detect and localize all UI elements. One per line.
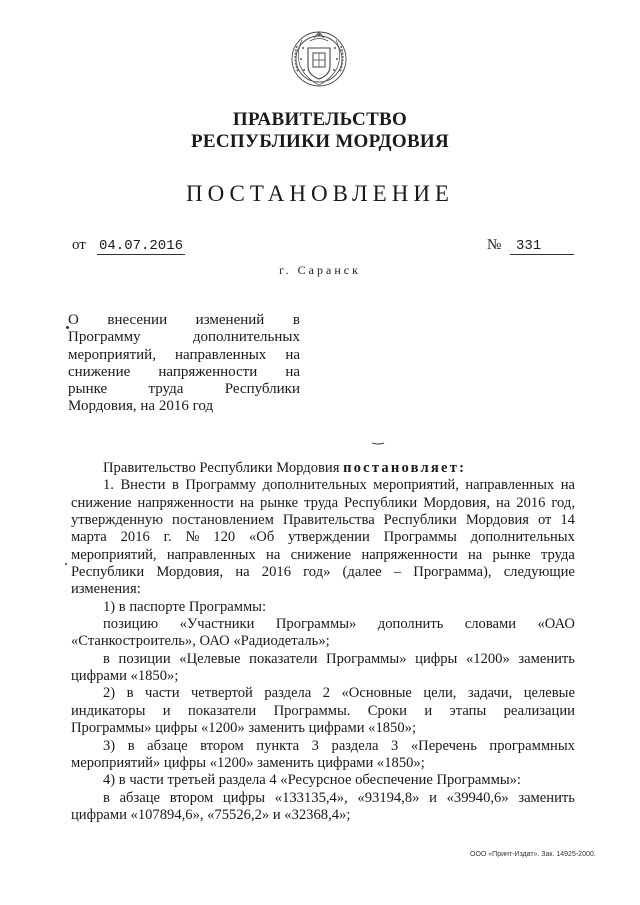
body-word: заменить [518, 650, 575, 667]
body-word: год, [551, 494, 575, 511]
body-word: и [424, 702, 433, 719]
body-word: четвертой [190, 685, 253, 702]
document-number: 331 [510, 238, 574, 255]
body-word: Мордовия, [423, 494, 491, 511]
document-date: 04.07.2016 [99, 238, 184, 254]
body-word: целевые [523, 685, 575, 702]
body-word: марта [71, 529, 107, 546]
body-word: абзаце [119, 789, 161, 806]
body-word: на [496, 494, 511, 511]
body-word: г. [163, 529, 172, 546]
body-word: пункта [256, 737, 300, 754]
subject-word: Мордовия, на 2016 год [68, 398, 214, 415]
body-word: труда [540, 546, 575, 563]
body-word: Республики [383, 512, 457, 529]
body-word: № [185, 529, 200, 546]
subject-line [68, 381, 300, 398]
subject-line [68, 329, 300, 346]
city-name: г. Саранск [279, 263, 361, 277]
subject-word: на [285, 363, 300, 380]
subject-word: О [68, 312, 79, 328]
body-word: Мордовия, [156, 564, 224, 581]
body-line [71, 720, 575, 737]
body-word: утвержденную [71, 512, 164, 529]
body-word: (далее [342, 564, 382, 581]
body-word: 3 [311, 737, 319, 754]
subject-word: напряженности [158, 363, 258, 380]
date-label: от [72, 237, 86, 253]
subject-line [68, 398, 300, 415]
body-preamble [71, 460, 575, 477]
body-word: и [429, 789, 437, 806]
body-word: «ОАО [537, 616, 575, 633]
body-line-text: Программы» цифры «1200» заменить цифрами «1850»; [71, 720, 417, 737]
subject-line [68, 364, 300, 381]
body-word: год» [303, 564, 331, 581]
body-line-text: 4) в части третьей раздела 4 «Ресурсное обеспечение Программы»: [103, 772, 521, 789]
body-line [71, 599, 575, 616]
body-word: втором [169, 789, 214, 806]
body-word: цифры [222, 789, 266, 806]
body-word: 3) [103, 737, 116, 754]
document-type-heading: ПОСТАНОВЛЕНИЕ [186, 181, 454, 206]
body-word: 14 [560, 512, 575, 529]
subject-word: снижение [68, 363, 131, 380]
subject-word: мероприятий, [68, 346, 156, 363]
body-word: «Участники [179, 616, 255, 633]
body-word: 1. [103, 477, 114, 494]
body-word: Республики [344, 494, 418, 511]
body-line [71, 738, 575, 755]
government-title-line2: РЕСПУБЛИКИ МОРДОВИЯ [190, 131, 450, 152]
body-word: «Перечень [410, 737, 477, 754]
body-line [71, 477, 575, 494]
subject-word: направленных [174, 346, 267, 363]
body-word: на [239, 494, 255, 511]
body-word: цели, [423, 685, 457, 702]
body-word: Программы» [326, 650, 407, 667]
body-word: на [266, 546, 281, 563]
body-word: рынке [492, 546, 531, 563]
body-word: снижение [290, 546, 352, 563]
government-title-line1: ПРАВИТЕЛЬСТВО [232, 109, 408, 130]
body-word: индикаторы [71, 702, 146, 719]
body-word: части [145, 685, 180, 702]
body-word: мероприятий, [373, 477, 459, 494]
body-word: снижение [71, 494, 132, 511]
subject-line [68, 312, 300, 329]
body-word: в [171, 477, 179, 494]
subject-word: внесении [107, 312, 168, 328]
body-word: утверждении [288, 529, 370, 546]
coat-of-arms-emblem [289, 28, 349, 88]
body-word: рынке [260, 494, 299, 511]
body-line [71, 512, 575, 529]
body-word: 2 [322, 685, 331, 702]
body-line [71, 495, 575, 512]
body-word: реализации [503, 702, 575, 719]
body-word: и [162, 702, 171, 719]
body-line-text: цифрами «107894,6», «75526,2» и «32368,4»; [71, 806, 351, 823]
body-line [71, 772, 575, 789]
subject-word: изменений [195, 312, 265, 328]
body-word: в [127, 737, 135, 754]
body-word: Мордовия [465, 512, 529, 529]
body-word: труда [304, 494, 339, 511]
printer-imprint: ООО «Принт-Издат». Зак. 14925-2000. [470, 851, 596, 858]
subject-word: на [285, 346, 300, 363]
body-word: 2016 [261, 564, 291, 581]
body-word: напряженности [137, 494, 234, 511]
subject-word: Программу [68, 329, 141, 346]
body-word: на [560, 477, 575, 494]
body-line [71, 581, 575, 598]
body-word: дополнительных [470, 529, 575, 546]
body-word: – [393, 564, 402, 581]
body-word: направленных [465, 477, 555, 494]
body-word: «133135,4», [274, 789, 348, 806]
body-word: 2016 [516, 494, 546, 511]
body-word: «93194,8» [357, 789, 420, 806]
body-word: напряженности [361, 546, 458, 563]
body-word: 2016 [120, 529, 150, 546]
subject-word: рынке [68, 381, 108, 398]
body-line [71, 616, 575, 633]
subject-word: дополнительных [192, 329, 300, 346]
body-word: «Целевые [179, 650, 241, 667]
body-word: Программы. [273, 702, 351, 719]
body-word: словами [464, 616, 517, 633]
body-word: дополнительных [262, 477, 367, 494]
body-word: «1200» [465, 650, 510, 667]
body-word: на [235, 564, 250, 581]
body-word: Внести [120, 477, 166, 494]
body-word: «39940,6» [446, 789, 509, 806]
body-word: абзаце [147, 737, 188, 754]
body-word: этапы [449, 702, 487, 719]
margin-mark [65, 563, 67, 565]
subject-line [68, 347, 300, 364]
body-word: направленных [166, 546, 256, 563]
preamble-verb: постановляет: [343, 460, 467, 476]
body-line-text: цифрами «1850»; [71, 668, 179, 685]
body-word: в [126, 685, 134, 702]
body-line [71, 564, 575, 581]
body-word: Республики [71, 564, 145, 581]
body-word: мероприятий, [71, 546, 157, 563]
body-line [71, 703, 575, 720]
body-word: Сроки [367, 702, 407, 719]
body-word: раздела [264, 685, 312, 702]
body-line [71, 755, 575, 772]
subject-word: в [292, 312, 300, 328]
body-line-text: 1) в паспорте Программы: [103, 598, 267, 615]
body-word: втором [200, 737, 244, 754]
body-word: раздела [331, 737, 379, 754]
body-word: в [103, 789, 110, 806]
body-word: позицию [103, 616, 159, 633]
body-line [71, 807, 575, 824]
document-body [71, 460, 575, 824]
number-label: № [487, 237, 502, 253]
body-word: 2) [103, 685, 116, 702]
body-word: заменить [518, 789, 575, 806]
body-word: «Основные [341, 685, 412, 702]
body-word: Программа), [413, 564, 492, 581]
subject-word: труда [148, 381, 184, 398]
body-word: постановлением [172, 512, 274, 529]
body-word: дополнить [377, 616, 444, 633]
body-line [71, 790, 575, 807]
body-word: цифры [415, 650, 458, 667]
body-word: в [103, 650, 110, 667]
body-word: Программы [383, 529, 457, 546]
document-subject [68, 312, 300, 416]
body-line [71, 529, 575, 546]
subject-word: Республики [224, 381, 300, 398]
body-line-text: «Станкостроитель», ОАО «Радиодеталь»; [71, 633, 330, 650]
body-line [71, 633, 575, 650]
body-word: Программы» [275, 616, 357, 633]
body-word: 120 [213, 529, 236, 546]
body-word: на [467, 546, 483, 563]
body-line-text: мероприятий» цифры «1200» заменить цифрами «1850»; [71, 754, 425, 771]
body-word: позиции [118, 650, 171, 667]
body-word: Правительства [282, 512, 375, 529]
body-word: 3 [391, 737, 399, 754]
body-word: следующие [503, 564, 575, 581]
body-word: «Об [249, 529, 275, 546]
body-line-text: изменения: [71, 581, 141, 598]
stray-mark [371, 442, 385, 445]
body-word: Программу [185, 477, 257, 494]
body-line [71, 668, 575, 685]
body-word: задачи, [467, 685, 513, 702]
body-word: показатели [249, 650, 318, 667]
body-word: программных [489, 737, 575, 754]
body-word: показатели [187, 702, 257, 719]
preamble-text: Правительство Республики Мордовия [103, 460, 340, 476]
body-line [71, 685, 575, 702]
body-word: от [537, 512, 552, 529]
body-line [71, 547, 575, 564]
body-line [71, 651, 575, 668]
